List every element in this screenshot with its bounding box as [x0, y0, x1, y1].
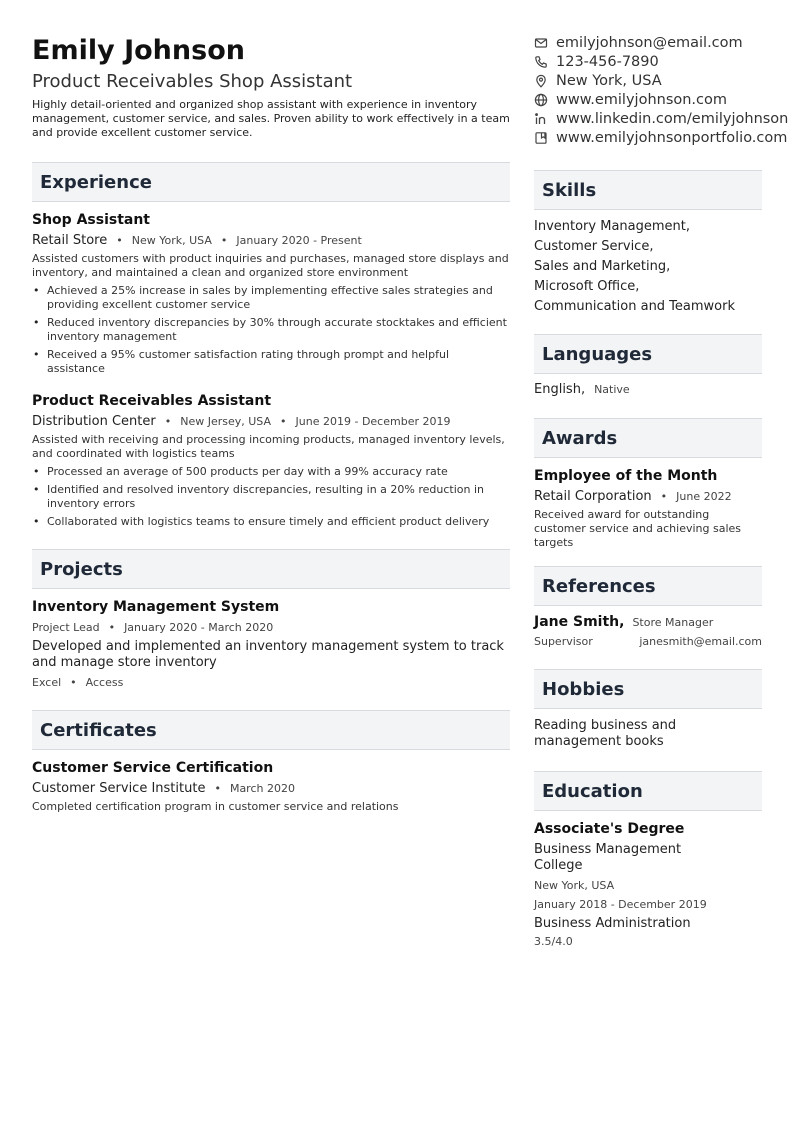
job-product-receivables-assistant [32, 392, 510, 529]
skill-item: Customer Service, [534, 239, 654, 254]
job-shop-assistant [32, 211, 510, 376]
project-description: Developed and implemented an inventory management system to track and manage store inventory [32, 639, 504, 670]
achievement-item: • Received a 95% customer satisfaction rating through prompt and helpful assistance [32, 348, 510, 376]
left-column [32, 34, 510, 814]
job-org: Distribution Center [32, 414, 156, 429]
skill-item: Sales and Marketing, [534, 259, 671, 274]
job-description: Assisted customers with product inquiries and purchases, managed store displays and inventory, and maintained a clean and organized store environment [32, 252, 509, 279]
certificates-heading: Certificates [32, 710, 510, 750]
references-heading: References [534, 566, 762, 606]
award-date: June 2022 [676, 490, 732, 503]
award-title: Employee of the Month [534, 468, 718, 484]
award-description: Received award for outstanding customer service and achieving sales targets [534, 508, 742, 549]
separator-dot: • [660, 490, 668, 503]
job-location: New Jersey, USA [180, 415, 272, 428]
languages-heading: Languages [534, 334, 762, 374]
achievement-item: • Achieved a 25% increase in sales by implementing effective sales strategies and providing excellent customer service [32, 284, 510, 312]
language-name: English, [534, 382, 586, 397]
achievement-item: • Collaborated with logistics teams to ensure timely and efficient product delivery [32, 515, 510, 529]
contact-portfolio [534, 128, 794, 147]
job-org: Retail Store [32, 233, 108, 248]
candidate-name: Emily Johnson [32, 35, 245, 66]
language-item [534, 382, 762, 398]
language-level: Native [594, 383, 630, 396]
reference-line [534, 614, 762, 631]
certificate-title: Customer Service Certification [32, 760, 274, 776]
reference-email[interactable]: janesmith@email.com [639, 635, 762, 648]
certificate-date: March 2020 [229, 782, 295, 795]
certificate-meta [32, 781, 510, 797]
education-field: Business Administration [534, 916, 691, 931]
separator-dot: • [214, 782, 221, 795]
job-location: New York, USA [131, 234, 212, 247]
projects-heading: Projects [32, 549, 510, 589]
awards-heading: Awards [534, 418, 762, 458]
achievement-item: • Processed an average of 500 products per day with a 99% accuracy rate [32, 465, 510, 479]
education-school: Business Management College [534, 842, 682, 873]
linkedin-icon [534, 112, 548, 126]
skill-item: Inventory Management, [534, 219, 690, 234]
achievement-item: • Identified and resolved inventory discrepancies, resulting in a 20% reduction in inventory errors [32, 483, 510, 511]
award-item [534, 467, 762, 550]
project-meta [32, 620, 510, 636]
education-degree: Associate's Degree [534, 821, 685, 837]
education-location: New York, USA [534, 879, 615, 892]
location-pin-icon [534, 74, 548, 88]
email-link[interactable]: emilyjohnson@email.com [556, 34, 743, 51]
email-icon [534, 36, 548, 50]
experience-heading: Experience [32, 162, 510, 202]
right-column [534, 170, 762, 949]
certificate-org: Customer Service Institute [32, 781, 206, 796]
hobbies-heading: Hobbies [534, 669, 762, 709]
certificate-description: Completed certification program in customer service and relations [32, 800, 399, 813]
contact-block [534, 33, 794, 147]
job-dates: June 2019 - December 2019 [295, 415, 451, 428]
job-title: Shop Assistant [32, 212, 150, 228]
reference-role: Store Manager [632, 616, 714, 629]
job-achievements [32, 465, 510, 529]
separator-dot: • [164, 415, 172, 428]
portfolio-icon [534, 131, 548, 145]
separator-dot: • [116, 234, 123, 247]
project-title: Inventory Management System [32, 599, 280, 615]
separator-dot: • [220, 234, 228, 247]
project-tool: Excel [32, 676, 62, 689]
job-dates: January 2020 - Present [236, 234, 362, 247]
job-title: Product Receivables Assistant [32, 393, 272, 409]
phone-icon [534, 55, 548, 69]
project-dates: January 2020 - March 2020 [124, 621, 274, 634]
reference-relation: Supervisor [534, 635, 593, 648]
project-tools [32, 675, 510, 691]
linkedin-link[interactable]: www.linkedin.com/emilyjohnson [556, 110, 789, 127]
contact-phone [534, 52, 794, 71]
education-gpa: 3.5/4.0 [534, 935, 573, 948]
hobbies-text: Reading business and management books [534, 718, 677, 749]
skill-item: Communication and Teamwork [534, 299, 736, 314]
portfolio-link[interactable]: www.emilyjohnsonportfolio.com [556, 129, 788, 146]
skill-item: Microsoft Office, [534, 279, 640, 294]
skills-heading: Skills [534, 170, 762, 210]
contact-linkedin [534, 109, 794, 128]
education-item [534, 820, 762, 949]
award-meta [534, 489, 762, 505]
job-meta [32, 233, 510, 249]
job-description: Assisted with receiving and processing incoming products, managed inventory levels, and coordinated with logistics teams [32, 433, 505, 460]
award-org: Retail Corporation [534, 489, 652, 504]
contact-email [534, 33, 794, 52]
reference-name: Jane Smith, [534, 614, 625, 630]
skills-list [534, 217, 762, 317]
contact-location [534, 71, 794, 90]
project-tool: Access [85, 676, 124, 689]
project-role: Project Lead [32, 621, 100, 634]
candidate-title: Product Receivables Shop Assistant [32, 71, 353, 92]
summary: Highly detail-oriented and organized shop assistant with experience in inventory management, customer service, and sales. Proven ability to work effectively in a team and provide excellent customer service. [32, 98, 510, 139]
reference-details [534, 634, 762, 650]
separator-dot: • [70, 676, 77, 689]
certificate-item [32, 759, 510, 814]
contact-website [534, 90, 794, 109]
job-achievements [32, 284, 510, 376]
education-heading: Education [534, 771, 762, 811]
website-link[interactable]: www.emilyjohnson.com [556, 91, 728, 108]
education-dates: January 2018 - December 2019 [534, 898, 707, 911]
achievement-item: • Reduced inventory discrepancies by 30% through accurate stocktakes and efficient inventory management [32, 316, 510, 344]
globe-icon [534, 93, 548, 107]
separator-dot: • [280, 415, 287, 428]
separator-dot: • [108, 621, 116, 634]
reference-item [534, 614, 762, 650]
project-item [32, 598, 510, 691]
phone-number[interactable]: 123-456-7890 [556, 53, 659, 70]
location-text: New York, USA [556, 72, 662, 89]
job-meta [32, 414, 510, 430]
